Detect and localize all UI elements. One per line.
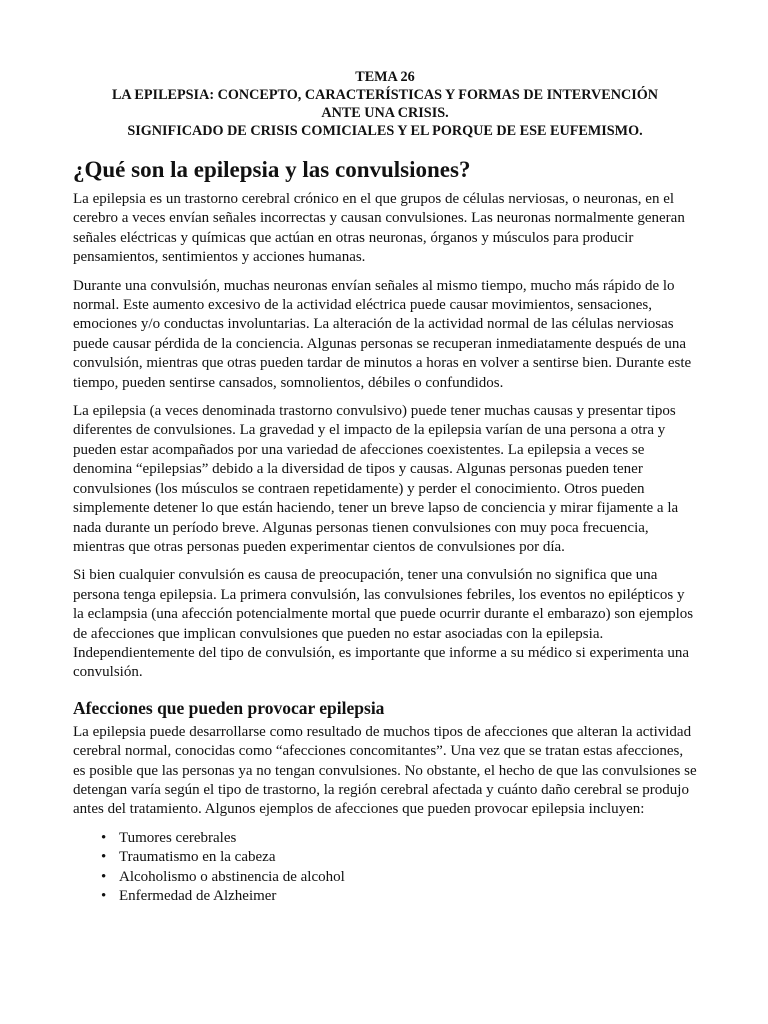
document-title <box>73 68 697 140</box>
list-item <box>101 829 697 848</box>
conditions-list <box>73 829 697 907</box>
list-item-text: Enfermedad de Alzheimer <box>119 888 277 904</box>
title-line-4: SIGNIFICADO DE CRISIS COMICIALES Y EL PORQUE DE ESE EUFEMISMO. <box>127 123 643 139</box>
list-item <box>101 868 697 887</box>
bullet-icon: • <box>101 888 107 904</box>
title-line-2: LA EPILEPSIA: CONCEPTO, CARACTERÍSTICAS Y FORMAS DE INTERVENCIÓN <box>111 87 659 103</box>
paragraph: Si bien cualquier convulsión es causa de preocupación, tener una convulsión no significa que una persona tenga epilepsia. La primera convulsión, las convulsiones febriles, los eventos no epilépticos y la eclampsia (una afección potencialmente mortal que puede ocurrir durante el embarazo) son ejemplos de afecciones que implican convulsiones que pueden no estar asociadas con la epilepsia. Independientemente del tipo de convulsión, es importante que informe a su médico si experimenta una convulsión. <box>73 567 694 681</box>
section-heading-afecciones: Afecciones que pueden provocar epilepsia <box>73 697 385 718</box>
paragraph: La epilepsia es un trastorno cerebral crónico en el que grupos de células nerviosas, o neuronas, en el cerebro a veces envían señales incorrectas y causan convulsiones. Las neuronas normalmente generan señales eléctricas y químicas que actúan en otras neuronas, órganos y músculos para producir pensamientos, sentimientos y acciones humanas. <box>73 191 685 266</box>
list-item <box>101 887 697 906</box>
list-item-text: Traumatismo en la cabeza <box>119 849 276 866</box>
bullet-icon: • <box>101 868 107 885</box>
bullet-icon: • <box>101 849 107 866</box>
document-page <box>73 68 697 906</box>
list-item-text: Alcoholismo o abstinencia de alcohol <box>119 868 345 885</box>
title-line-1: TEMA 26 <box>355 69 415 85</box>
paragraph: La epilepsia puede desarrollarse como resultado de muchos tipos de afecciones que alteran la actividad cerebral normal, conocidas como “afecciones concomitantes”. Una vez que se tratan estas afecciones, es posible que las personas ya no tengan convulsiones. No obstante, el hecho de que las convulsiones se detengan varía según el tipo de trastorno, la región cerebral afectada y cuánto daño cerebral se produjo antes del tratamiento. Algunos ejemplos de afecciones que pueden provocar epilepsia incluyen: <box>73 723 697 818</box>
bullet-icon: • <box>101 829 107 846</box>
section-heading-epilepsia: ¿Qué son la epilepsia y las convulsiones? <box>73 157 471 182</box>
title-line-3: ANTE UNA CRISIS. <box>321 105 449 121</box>
paragraph: Durante una convulsión, muchas neuronas envían señales al mismo tiempo, mucho más rápido de lo normal. Este aumento excesivo de la actividad eléctrica puede causar movimientos, sensaciones, emociones y/o conductas involuntarias. La alteración de la actividad normal de las células nerviosas puede causar pérdida de la conciencia. Algunas personas se recuperan inmediatamente después de una convulsión, mientras que otras pueden tardar de minutos a horas en volver a sentirse bien. Durante este tiempo, pueden sentirse cansados, somnolientos, débiles o confundidos. <box>73 277 692 391</box>
list-item <box>101 848 697 867</box>
list-item-text: Tumores cerebrales <box>119 829 237 846</box>
paragraph: La epilepsia (a veces denominada trastorno convulsivo) puede tener muchas causas y presentar tipos diferentes de convulsiones. La gravedad y el impacto de la epilepsia varían de una persona a otra y pueden estar acompañados por una variedad de afecciones coexistentes. La epilepsia a veces se denomina “epilepsias” debido a la diversidad de tipos y causas. Algunas personas pueden tener convulsiones (los músculos se contraen repetidamente) y perder el conocimiento. Otros pueden simplemente detener lo que están haciendo, tener un breve lapso de conciencia y mirar fijamente a la nada durante un período breve. Algunas personas tienen convulsiones con muy poca frecuencia, mientras que otras personas pueden experimentar cientos de convulsiones por día. <box>73 403 679 555</box>
